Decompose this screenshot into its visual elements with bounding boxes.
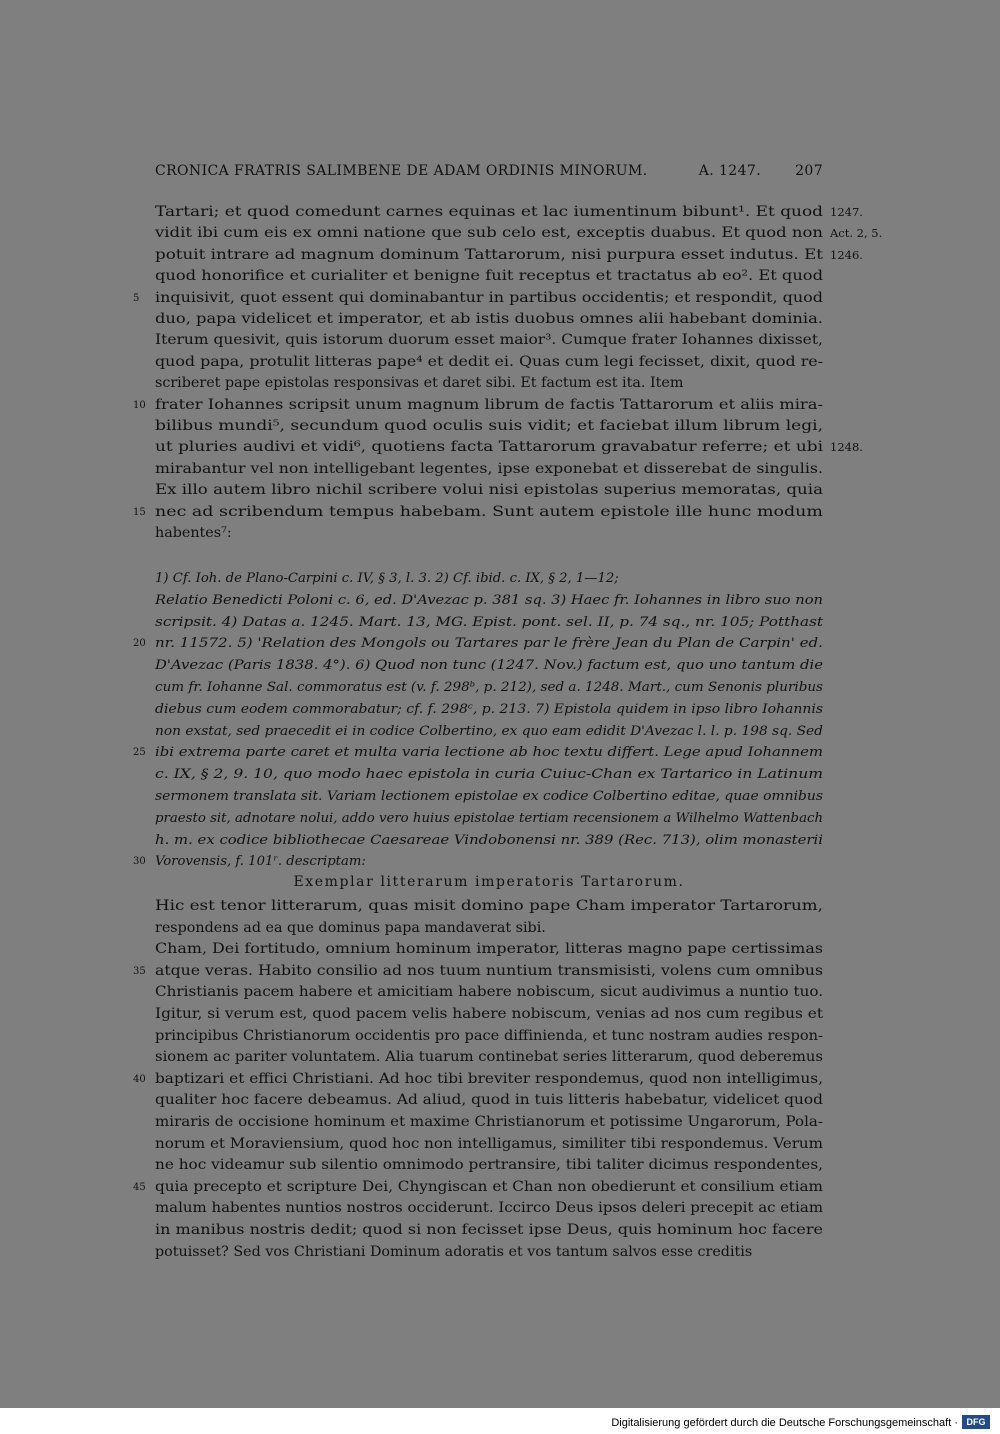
line-text: quia precepto et scripture Dei, Chyngiscan et Chan non obedierunt et consilium etiam: [155, 1178, 823, 1195]
running-title: CRONICA FRATRIS SALIMBENE DE ADAM ORDINIS MINORUM.: [155, 163, 648, 179]
text-line: [133, 961, 824, 982]
line-text: non exstat, sed praecedit ei in codice Colbertino, ex quo eam edidit D'Avezac l. l. p. 198 sq. Sed: [155, 723, 823, 739]
line-number: 25: [133, 747, 146, 759]
line-number: 40: [133, 1073, 146, 1085]
text-line: [155, 309, 823, 330]
page-number: 207: [795, 163, 823, 179]
line-text: sermonem translata sit. Variam lectionem epistolae ex codice Colbertino editae, quae omnibus: [155, 789, 823, 804]
text-line: [133, 502, 823, 523]
line-text: nr. 11572. 5) 'Relation des Mongols ou Tartares par le frère Jean du Plan de Carpin' ed.: [155, 636, 823, 652]
line-text: Iterum quesivit, quis istorum duorum esset maior³. Cumque frater Iohannes dixisset,: [155, 332, 823, 349]
line-text: bilibus mundi⁵, secundum quod oculis suis vidit; et faciebat illum librum legi,: [155, 418, 824, 434]
line-text: c. IX, § 2, 9. 10, quo modo haec epistola in curia Cuiuc-Chan ex Tartarico in Latinum: [155, 767, 824, 783]
line-text: quod honorifice et curialiter et benigne fuit receptus et tractatus ab eo². Et quod: [155, 268, 824, 285]
line-text: Cham, Dei fortitudo, omnium hominum imperator, litteras magno pape certissimas: [155, 941, 824, 958]
line-text: Ex illo autem libro nichil scribere volui nisi epistolas superius memoratas, quia: [155, 482, 824, 499]
text-line: [155, 655, 823, 677]
line-text: scriberet pape epistolas responsivas et daret sibi. Et factum est ita. Item: [155, 375, 684, 392]
text-line: [155, 677, 823, 699]
text-line: [133, 633, 823, 655]
line-text: frater Iohannes scripsit unum magnum librum de factis Tattarorum et aliis mira-: [155, 396, 823, 413]
line-text: Igitur, si verum est, quod pacem velis habere nobiscum, venias ad nos cum regibus et: [155, 1006, 824, 1022]
line-text: 1) Cf. Ioh. de Plano-Carpini c. IV, § 3, l. 3. 2) Cf. ibid. c. IX, § 2, 1—12;: [155, 571, 619, 586]
text-line: [155, 1047, 823, 1068]
line-text: respondens ad ea que dominus papa mandaverat sibi.: [155, 919, 546, 936]
text-line: [155, 352, 823, 373]
text-line: [155, 939, 823, 960]
line-text: ibi extrema parte caret et multa varia lectione ab hoc textu differt. Lege apud Iohannem: [155, 745, 824, 761]
running-header: [155, 160, 823, 182]
text-line: [133, 742, 824, 764]
line-number: 10: [133, 399, 146, 411]
line-number: 30: [133, 856, 146, 868]
line-text: sionem ac pariter voluntatem. Alia tuarum continebat series litterarum, quod deberemus: [155, 1049, 824, 1066]
line-text: Vorovensis, f. 101ʳ. descriptam:: [155, 854, 366, 870]
text-line: [155, 982, 823, 1003]
text-line: [155, 721, 823, 743]
margin-note: Act. 2, 5.: [830, 226, 883, 241]
line-text: in manibus nostris dedit; quod si non fecisset ipse Deus, quis hominum hoc facere: [155, 1222, 824, 1238]
line-text: vidit ibi cum eis ex omni natione que sub celo est, exceptis duabus. Et quod non: [155, 225, 824, 242]
margin-note: 1246.: [830, 247, 863, 262]
line-text: miraris de occisione hominum et maxime Christianorum et potissime Ungarorum, Pola-: [155, 1114, 823, 1130]
line-text: Relatio Benedicti Poloni c. 6, ed. D'Avezac p. 381 sq. 3) Haec fr. Iohannes in libro suo non: [155, 592, 824, 608]
line-text: D'Avezac (Paris 1838. 4°). 6) Quod non tunc (1247. Nov.) factum est, quo uno tantum die: [155, 658, 823, 674]
line-text: principibus Christianorum occidentis pro pace diffinienda, et tunc nostram audies respon-: [155, 1027, 823, 1044]
line-text: atque veras. Habito consilio ad nos tuum nuntium transmisisti, volens cum omnibus: [155, 962, 824, 979]
text-line: [155, 330, 823, 351]
line-text: cum fr. Iohanne Sal. commoratus est (v. f. 298ᵇ, p. 212), sed a. 1248. Mart., cum Senonis pluribus: [155, 680, 824, 695]
margin-note: 1247.: [830, 205, 863, 219]
text-line: [133, 1177, 823, 1198]
text-line: [155, 568, 823, 590]
text-line: [155, 1004, 823, 1025]
exemplar-heading: Exemplar litterarum imperatoris Tartarorum.: [293, 874, 685, 890]
line-text: Christianis pacem habere et amicitiam habere nobiscum, sicut audivimus a nuntio tuo.: [155, 984, 824, 1001]
line-text: ne hoc videamur sub silentio omnimodo pertransire, tibi taliter dicimus respondentes,: [155, 1157, 824, 1174]
line-text: malum habentes nuntios nostros occiderunt. Iccirco Deus ipsos deleri precepit ac etiam: [155, 1200, 824, 1217]
text-line: [155, 1220, 823, 1241]
text-line: [155, 223, 883, 244]
line-text: qualiter hoc facere debeamus. Ad aliud, quod in tuis litteris habebatur, videlicet quod: [155, 1092, 824, 1109]
line-text: inquisivit, quot essent qui dominabantur in partibus occidentis; et respondit, quod: [155, 289, 823, 306]
text-line: [155, 266, 823, 287]
line-text: praesto sit, adnotare nolui, addo vero huius epistolae tertiam recensionem a Wilhelmo Wattenbach: [155, 810, 824, 826]
line-text: habentes⁷:: [155, 525, 232, 541]
text-line: [155, 480, 823, 501]
line-text: potuit intrare ad magnum dominum Tattarorum, nisi purpura esset indutus. Et: [155, 246, 824, 263]
line-text: quod papa, protulit litteras pape⁴ et dedit ei. Quas cum legi fecisset, dixit, quod re-: [155, 353, 824, 370]
line-text: mirabantur vel non intelligebant legentes, ipse exponebat et disserebat de singulis.: [155, 460, 823, 477]
text-line: [155, 459, 823, 480]
line-number: 35: [133, 965, 146, 977]
text-line: [155, 764, 823, 786]
text-line: [155, 786, 823, 808]
text-line: [155, 590, 823, 612]
text-line: [155, 699, 823, 721]
line-text: norum et Moraviensium, quod hoc non intelligamus, similiter tibi respondemus. Verum: [155, 1135, 824, 1152]
text-line: [155, 373, 823, 394]
text-line: [155, 416, 823, 437]
line-text: potuisset? Sed vos Christiani Dominum adoratis et vos tantum salvos esse creditis: [155, 1243, 753, 1260]
text-line: [155, 1198, 823, 1219]
text-line: [133, 851, 823, 873]
text-line: [155, 202, 863, 223]
line-text: h. m. ex codice bibliothecae Caesareae Vindobonensi nr. 389 (Rec. 713), olim monasterii: [155, 832, 824, 848]
text-line: [155, 1242, 823, 1263]
margin-note: 1248.: [830, 440, 863, 455]
text-line: [155, 1155, 823, 1176]
line-text: nec ad scribendum tempus habebam. Sunt autem epistole ille hunc modum: [155, 503, 823, 520]
text-line: [155, 830, 823, 852]
text-line: [155, 808, 823, 830]
header-year: A. 1247.: [698, 163, 762, 179]
text-line: [155, 1090, 823, 1111]
text-line: [133, 395, 823, 416]
text-line: [155, 1134, 823, 1155]
dfg-logo: DFG: [962, 1415, 990, 1429]
text-line: [155, 1026, 823, 1047]
line-text: duo, papa videlicet et imperator, et ab istis duobus omnes alii habebant dominia.: [155, 311, 823, 327]
line-text: diebus cum eodem commorabatur; cf. f. 298ᶜ, p. 213. 7) Epistola quidem in ipso libro Iohannis: [155, 701, 823, 717]
line-text: baptizari et effici Christiani. Ad hoc tibi breviter respondemus, quod non intelligimus,: [155, 1070, 823, 1087]
line-number: 5: [133, 292, 140, 304]
line-text: scripsit. 4) Datas a. 1245. Mart. 13, MG. Epist. pont. sel. II, p. 74 sq., nr. 105; Potthast: [155, 614, 824, 630]
line-number: 15: [133, 506, 146, 518]
text-line: [155, 1112, 823, 1133]
text-line: [155, 612, 823, 634]
text-line: [155, 918, 823, 939]
text-line: [155, 896, 823, 917]
text-line: [133, 1069, 823, 1090]
text-line: [155, 437, 863, 458]
line-text: ut pluries audivi et vidi⁶, quotiens facta Tattarorum gravabatur referre; et ubi: [155, 439, 823, 456]
line-number: 45: [133, 1181, 146, 1193]
line-text: Hic est tenor litterarum, quas misit domino pape Cham imperator Tartarorum,: [155, 898, 823, 914]
line-number: 20: [133, 638, 146, 650]
text-line: [155, 523, 823, 544]
line-text: Tartari; et quod comedunt carnes equinas et lac iumentinum bibunt¹. Et quod: [155, 204, 824, 220]
text-line: [133, 288, 823, 309]
text-line: [155, 245, 863, 266]
funding-notice: Digitalisierung gefördert durch die Deutsche Forschungsgemeinschaft ·: [611, 1417, 958, 1429]
